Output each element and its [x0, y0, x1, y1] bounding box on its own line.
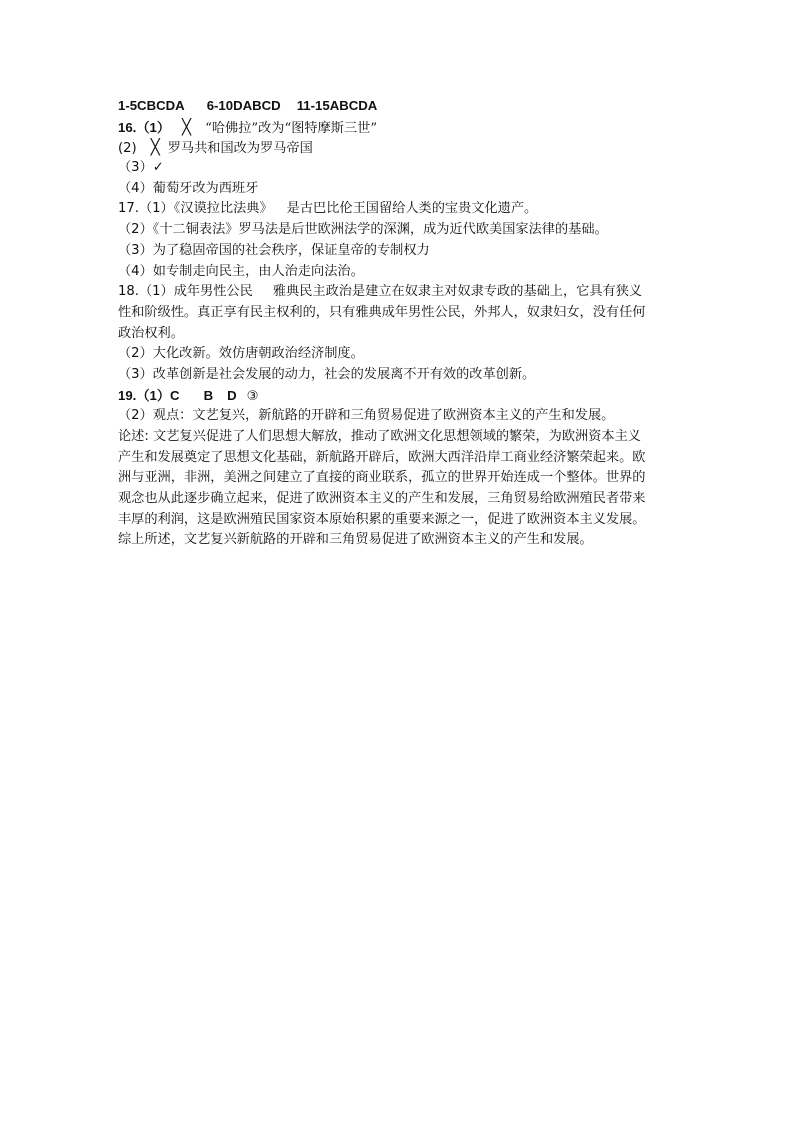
q19-answer-b: B	[203, 387, 214, 403]
q19-viewpoint: （2）观点：文艺复兴，新航路的开辟和三角贸易促进了欧洲资本主义的产生和发展。	[118, 408, 615, 424]
q19-argument-line4: 观念也从此逐步确立起来，促进了欧洲资本主义的产生和发展，三角贸易给欧洲殖民者带来	[118, 491, 646, 507]
q18-text-line3: 政治权利。	[118, 325, 184, 341]
q16-number: 16.（1）	[118, 119, 171, 135]
q19-argument-line1: 论述: 文艺复兴促进了人们思想大解放，推动了欧洲文化思想领域的繁荣，为欧洲资本主义	[118, 429, 641, 444]
q18-part1	[118, 282, 688, 303]
q19-argument-line3: 洲与亚洲，非洲，美洲之间建立了直接的商业联系，孤立的世界开始连成一个整体。世界的	[118, 470, 646, 486]
q18-part3: （3）改革创新是社会发展的动力，社会的发展离不开有效的改革创新。	[118, 366, 536, 382]
q19-answer-c: 19.（1）C	[118, 387, 180, 403]
q18-part2: （2）大化改新。效仿唐朝政治经济制度。	[118, 346, 364, 362]
q16-part2	[118, 137, 688, 158]
q16-part1	[118, 117, 688, 138]
q19-answer-circled-3: ③	[246, 388, 259, 404]
q19-conclusion: 综上所述，文艺复兴新航路的开辟和三角贸易促进了欧洲资本主义的产生和发展。	[118, 532, 593, 548]
q16-part1-text: “哈佛拉”改为“图特摩斯三世”	[205, 120, 378, 136]
q18-text-line2: 性和阶级性。真正享有民主权利的，只有雅典成年男性公民，外邦人，奴隶妇女，没有任何	[118, 304, 646, 320]
q19-part1	[118, 386, 688, 407]
answer-key	[118, 96, 688, 551]
q18-part1-a: 18.（1）成年男性公民	[118, 284, 253, 300]
mc-answers-6-10: 6-10DABCD	[206, 98, 281, 113]
q16-part3: （3）✓	[118, 160, 164, 176]
q16-part2-number: (2)	[118, 141, 137, 157]
q19-argument-line5: 丰厚的利润，这是欧洲殖民国家资本原始积累的重要来源之一，促进了欧洲资本主义发展。	[118, 511, 646, 527]
q16-part2-text: 罗马共和国改为罗马帝国	[167, 141, 313, 157]
q17-part2: （2）《十二铜表法》罗马法是后世欧洲法学的深渊，成为近代欧美国家法律的基础。	[118, 222, 608, 238]
cross-mark-icon: ╳	[182, 117, 192, 136]
cross-mark-icon: ╳	[150, 138, 160, 157]
multiple-choice-answers	[118, 96, 688, 117]
q17-part1	[118, 199, 688, 220]
q17-part3: （3）为了稳固帝国的社会秩序，保证皇帝的专制权力	[118, 242, 430, 258]
q17-part1-b: 是古巴比伦王国留给人类的宝贵文化遗产。	[286, 201, 538, 217]
q18-part1-b: 雅典民主政治是建立在奴隶主对奴隶专政的基础上，它具有狭义	[272, 284, 643, 300]
q19-argument-line2: 产生和发展奠定了思想文化基础，新航路开辟后，欧洲大西洋沿岸工商业经济繁荣起来。欧	[118, 449, 646, 465]
q17-part4: （4）如专制走向民主，由人治走向法治。	[118, 263, 364, 279]
q17-part1-a: 17.（1）《汉谟拉比法典》	[118, 201, 273, 217]
mc-answers-11-15: 11-15ABCDA	[296, 98, 378, 113]
q16-part4: （4）葡萄牙改为西班牙	[118, 180, 259, 196]
q19-answer-d: D	[227, 387, 237, 403]
mc-answers-1-5: 1-5CBCDA	[118, 98, 185, 113]
